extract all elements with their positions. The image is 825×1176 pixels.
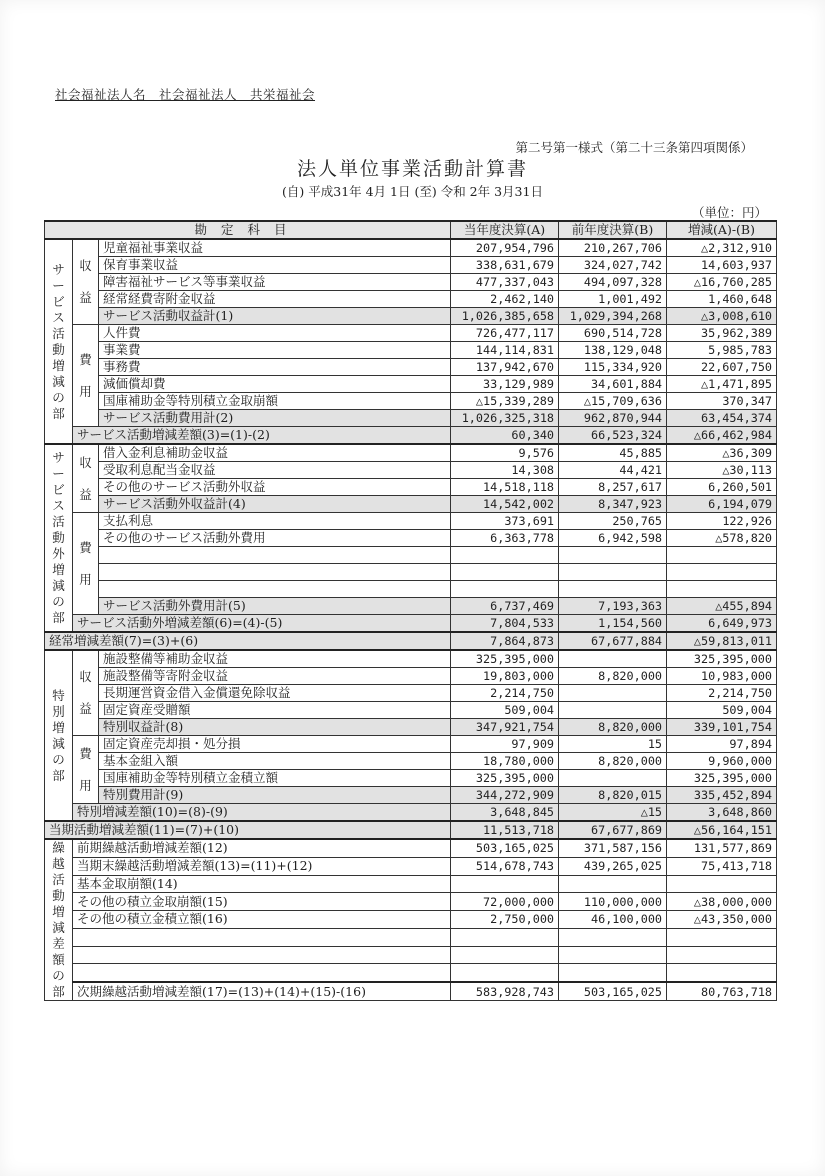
- value-diff: △38,000,000: [667, 893, 777, 911]
- value-prior: 8,820,000: [559, 753, 667, 770]
- table-row: [45, 857, 777, 875]
- value-diff: 9,960,000: [667, 753, 777, 770]
- value-diff: 325,395,000: [667, 770, 777, 787]
- value-diff: △3,008,610: [667, 308, 777, 325]
- value-diff: △2,312,910: [667, 239, 777, 257]
- value-diff: 10,983,000: [667, 668, 777, 685]
- value-current: 9,576: [451, 444, 559, 462]
- subsection-label-income: 収 益: [73, 239, 99, 325]
- value-diff: 131,577,869: [667, 839, 777, 857]
- value-diff: 63,454,374: [667, 410, 777, 427]
- value-prior: △15,709,636: [559, 393, 667, 410]
- subtotal-row: [45, 410, 777, 427]
- value-prior: 45,885: [559, 444, 667, 462]
- value-prior: 34,601,884: [559, 376, 667, 393]
- value-current: 726,477,117: [451, 325, 559, 342]
- row-label: 基本金取崩額(14): [73, 875, 451, 893]
- value-prior: 44,421: [559, 462, 667, 479]
- blank-row: [45, 928, 777, 946]
- value-prior: 46,100,000: [559, 911, 667, 929]
- blank-row: [45, 581, 777, 598]
- value-current: 137,942,670: [451, 359, 559, 376]
- ordinary-difference-row: [45, 632, 777, 650]
- value-prior: 371,587,156: [559, 839, 667, 857]
- value-diff: 6,649,973: [667, 615, 777, 633]
- value-current: 14,308: [451, 462, 559, 479]
- value-diff: △30,113: [667, 462, 777, 479]
- row-label: 固定資産受贈額: [99, 702, 451, 719]
- table-row: [45, 376, 777, 393]
- subtotal-row: [45, 308, 777, 325]
- column-header-kamoku: 勘定科目: [45, 221, 451, 239]
- current-period-difference-row: [45, 821, 777, 839]
- row-label: 児童福祉事業収益: [99, 239, 451, 257]
- value-prior: 1,154,560: [559, 615, 667, 633]
- value-prior: [559, 685, 667, 702]
- value-current: 1,026,325,318: [451, 410, 559, 427]
- row-label: サービス活動外収益計(4): [99, 496, 451, 513]
- value-prior: 1,001,492: [559, 291, 667, 308]
- value-current: 14,518,118: [451, 479, 559, 496]
- row-label: 当期活動増減差額(11)=(7)+(10): [45, 821, 451, 839]
- subsection-label-expense: 費 用: [73, 325, 99, 427]
- table-row: [45, 736, 777, 753]
- row-label: 障害福祉サービス等事業収益: [99, 274, 451, 291]
- value-current: 3,648,845: [451, 804, 559, 822]
- value-prior: 115,334,920: [559, 359, 667, 376]
- value-current: 514,678,743: [451, 857, 559, 875]
- value-prior: 67,677,884: [559, 632, 667, 650]
- value-diff: △578,820: [667, 530, 777, 547]
- value-current: 97,909: [451, 736, 559, 753]
- value-current: [451, 875, 559, 893]
- column-header-diff: 増減(A)-(B): [667, 221, 777, 239]
- value-current: 325,395,000: [451, 650, 559, 668]
- table-row: [45, 875, 777, 893]
- value-current: 6,737,469: [451, 598, 559, 615]
- value-current: 2,462,140: [451, 291, 559, 308]
- value-prior: [559, 650, 667, 668]
- value-prior: 110,000,000: [559, 893, 667, 911]
- value-current: 6,363,778: [451, 530, 559, 547]
- value-current: 60,340: [451, 427, 559, 445]
- value-current: 7,864,873: [451, 632, 559, 650]
- subtotal-row: [45, 719, 777, 736]
- value-prior: 8,820,015: [559, 787, 667, 804]
- value-prior: 324,027,742: [559, 257, 667, 274]
- subsection-label-income: 収 益: [73, 444, 99, 513]
- value-current: 19,803,000: [451, 668, 559, 685]
- row-label: 前期繰越活動増減差額(12): [73, 839, 451, 857]
- unit-label: （単位：円）: [691, 205, 767, 220]
- value-prior: 962,870,944: [559, 410, 667, 427]
- value-diff: △1,471,895: [667, 376, 777, 393]
- row-label: 支払利息: [99, 513, 451, 530]
- value-current: 583,928,743: [451, 982, 559, 1000]
- value-current: 2,750,000: [451, 911, 559, 929]
- value-prior: 8,820,000: [559, 668, 667, 685]
- row-label: 長期運営資金借入金償還免除収益: [99, 685, 451, 702]
- section-label-service: サ ー ビ ス 活 動 増 減 の 部: [45, 239, 73, 444]
- row-label: 固定資産売却損・処分損: [99, 736, 451, 753]
- value-prior: 7,193,363: [559, 598, 667, 615]
- section-label-special: 特 別 増 減 の 部: [45, 650, 73, 821]
- difference-row: [45, 427, 777, 445]
- row-label: 経常経費寄附金収益: [99, 291, 451, 308]
- table-row: [45, 291, 777, 308]
- row-label: サービス活動外増減差額(6)=(4)-(5): [73, 615, 451, 633]
- table-row: [45, 839, 777, 857]
- row-label: 施設整備等補助金収益: [99, 650, 451, 668]
- value-diff: 75,413,718: [667, 857, 777, 875]
- value-diff: △16,760,285: [667, 274, 777, 291]
- value-current: 1,026,385,658: [451, 308, 559, 325]
- value-prior: 15: [559, 736, 667, 753]
- value-current: 7,804,533: [451, 615, 559, 633]
- row-label: 施設整備等寄附金収益: [99, 668, 451, 685]
- table-row: [45, 342, 777, 359]
- value-diff: 122,926: [667, 513, 777, 530]
- subsection-label-expense: 費 用: [73, 513, 99, 615]
- value-diff: 5,985,783: [667, 342, 777, 359]
- row-label: その他の積立金積立額(16): [73, 911, 451, 929]
- table-row: [45, 893, 777, 911]
- form-number: 第二号第一様式（第二十三条第四項関係）: [515, 140, 753, 155]
- value-diff: △66,462,984: [667, 427, 777, 445]
- value-diff: 509,004: [667, 702, 777, 719]
- row-label: サービス活動費用計(2): [99, 410, 451, 427]
- page-title: 法人単位事業活動計算書: [296, 158, 528, 180]
- value-diff: 22,607,750: [667, 359, 777, 376]
- value-prior: 1,029,394,268: [559, 308, 667, 325]
- value-diff: 6,260,501: [667, 479, 777, 496]
- table-row: [45, 911, 777, 929]
- value-current: 509,004: [451, 702, 559, 719]
- value-diff: △59,813,011: [667, 632, 777, 650]
- value-diff: △455,894: [667, 598, 777, 615]
- value-diff: 14,603,937: [667, 257, 777, 274]
- table-row: [45, 462, 777, 479]
- row-label: その他のサービス活動外収益: [99, 479, 451, 496]
- section-label-carry: 繰 越 活 動 増 減 差 額 の 部: [45, 839, 73, 1001]
- value-diff: 370,347: [667, 393, 777, 410]
- value-current: 503,165,025: [451, 839, 559, 857]
- value-prior: 8,347,923: [559, 496, 667, 513]
- value-diff: 335,452,894: [667, 787, 777, 804]
- difference-row: [45, 804, 777, 822]
- value-diff: 3,648,860: [667, 804, 777, 822]
- value-current: 347,921,754: [451, 719, 559, 736]
- blank-row: [45, 964, 777, 982]
- value-diff: 1,460,648: [667, 291, 777, 308]
- value-current: 11,513,718: [451, 821, 559, 839]
- value-diff: 6,194,079: [667, 496, 777, 513]
- row-label: 特別収益計(8): [99, 719, 451, 736]
- row-label: 基本金組入額: [99, 753, 451, 770]
- table-row: [45, 239, 777, 257]
- value-current: 338,631,679: [451, 257, 559, 274]
- value-current: 2,214,750: [451, 685, 559, 702]
- value-diff: △43,350,000: [667, 911, 777, 929]
- value-diff: [667, 875, 777, 893]
- row-label: 国庫補助金等特別積立金取崩額: [99, 393, 451, 410]
- value-prior: 67,677,869: [559, 821, 667, 839]
- value-prior: [559, 770, 667, 787]
- table-row: [45, 753, 777, 770]
- row-label: その他の積立金取崩額(15): [73, 893, 451, 911]
- value-diff: 35,962,389: [667, 325, 777, 342]
- value-diff: 325,395,000: [667, 650, 777, 668]
- value-current: 18,780,000: [451, 753, 559, 770]
- row-label: 国庫補助金等特別積立金積立額: [99, 770, 451, 787]
- value-current: 144,114,831: [451, 342, 559, 359]
- value-prior: 690,514,728: [559, 325, 667, 342]
- value-prior: [559, 702, 667, 719]
- value-diff: 2,214,750: [667, 685, 777, 702]
- period: (自) 平成31年 4月 1日 (至) 令和 2年 3月31日: [282, 184, 543, 199]
- value-prior: [559, 875, 667, 893]
- value-current: △15,339,289: [451, 393, 559, 410]
- table-row: [45, 685, 777, 702]
- blank-row: [45, 946, 777, 964]
- row-label: 事務費: [99, 359, 451, 376]
- row-label: サービス活動収益計(1): [99, 308, 451, 325]
- row-label: 受取利息配当金収益: [99, 462, 451, 479]
- value-prior: 250,765: [559, 513, 667, 530]
- row-label: 事業費: [99, 342, 451, 359]
- value-current: 33,129,989: [451, 376, 559, 393]
- value-prior: 210,267,706: [559, 239, 667, 257]
- subtotal-row: [45, 787, 777, 804]
- value-current: 14,542,002: [451, 496, 559, 513]
- activity-statement-table: [44, 220, 777, 1001]
- row-label: 人件費: [99, 325, 451, 342]
- row-label: 経常増減差額(7)=(3)+(6): [45, 632, 451, 650]
- table-row: [45, 274, 777, 291]
- row-label: その他のサービス活動外費用: [99, 530, 451, 547]
- subtotal-row: [45, 598, 777, 615]
- table-row: [45, 668, 777, 685]
- row-label: 特別費用計(9): [99, 787, 451, 804]
- table-row: [45, 325, 777, 342]
- value-current: 477,337,043: [451, 274, 559, 291]
- table-row: [45, 650, 777, 668]
- table-row: [45, 702, 777, 719]
- table-row: [45, 479, 777, 496]
- value-prior: 66,523,324: [559, 427, 667, 445]
- row-label: 当期末繰越活動増減差額(13)=(11)+(12): [73, 857, 451, 875]
- value-current: 373,691: [451, 513, 559, 530]
- corporation-name: 社会福祉法人名 社会福祉法人 共栄福祉会: [55, 87, 316, 102]
- blank-row: [45, 547, 777, 564]
- section-label-service-ext: サ ー ビ ス 活 動 外 増 減 の 部: [45, 444, 73, 632]
- value-prior: 8,820,000: [559, 719, 667, 736]
- value-prior: 138,129,048: [559, 342, 667, 359]
- next-period-carry-row: [45, 982, 777, 1000]
- subtotal-row: [45, 496, 777, 513]
- row-label: 保育事業収益: [99, 257, 451, 274]
- table-row: [45, 513, 777, 530]
- value-prior: △15: [559, 804, 667, 822]
- table-row: [45, 359, 777, 376]
- table-row: [45, 393, 777, 410]
- value-current: 207,954,796: [451, 239, 559, 257]
- value-diff: 339,101,754: [667, 719, 777, 736]
- value-current: 325,395,000: [451, 770, 559, 787]
- table-row: [45, 257, 777, 274]
- row-label: 次期繰越活動増減差額(17)=(13)+(14)+(15)-(16): [73, 982, 451, 1000]
- value-diff: 80,763,718: [667, 982, 777, 1000]
- column-header-current: 当年度決算(A): [451, 221, 559, 239]
- value-prior: 8,257,617: [559, 479, 667, 496]
- blank-row: [45, 564, 777, 581]
- row-label: サービス活動増減差額(3)=(1)-(2): [73, 427, 451, 445]
- value-diff: △56,164,151: [667, 821, 777, 839]
- value-diff: 97,894: [667, 736, 777, 753]
- table-row: [45, 530, 777, 547]
- value-prior: 503,165,025: [559, 982, 667, 1000]
- column-header-prior: 前年度決算(B): [559, 221, 667, 239]
- value-prior: 6,942,598: [559, 530, 667, 547]
- value-prior: 494,097,328: [559, 274, 667, 291]
- subsection-label-income: 収 益: [73, 650, 99, 736]
- value-prior: 439,265,025: [559, 857, 667, 875]
- row-label: 減価償却費: [99, 376, 451, 393]
- difference-row: [45, 615, 777, 633]
- value-current: 344,272,909: [451, 787, 559, 804]
- header-row: [45, 221, 777, 239]
- row-label: サービス活動外費用計(5): [99, 598, 451, 615]
- table-row: [45, 444, 777, 462]
- table-row: [45, 770, 777, 787]
- value-current: 72,000,000: [451, 893, 559, 911]
- value-diff: △36,309: [667, 444, 777, 462]
- row-label: 借入金利息補助金収益: [99, 444, 451, 462]
- subsection-label-expense: 費 用: [73, 736, 99, 804]
- row-label: 特別増減差額(10)=(8)-(9): [73, 804, 451, 822]
